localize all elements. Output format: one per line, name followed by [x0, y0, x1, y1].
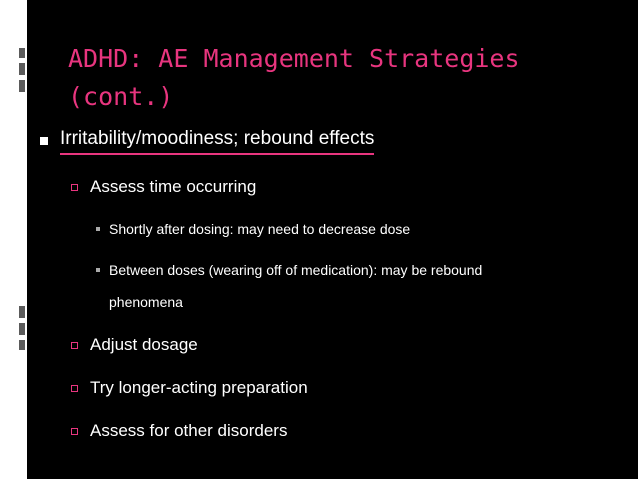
bullet-text: Between doses (wearing off of medication): may be rebound — [109, 262, 483, 278]
bullet-between-doses-continued — [109, 292, 183, 312]
slide-title: ADHD: AE Management Strategies (cont.) — [68, 44, 520, 111]
sidebar-stripe — [19, 80, 25, 92]
small-square-bullet-icon — [96, 227, 100, 231]
sidebar-stripe — [19, 306, 25, 318]
square-bullet-icon — [40, 137, 48, 145]
bullet-text: Assess time occurring — [90, 177, 257, 196]
sidebar-stripe — [19, 340, 25, 350]
decorative-sidebar — [0, 0, 27, 479]
bullet-text: Try longer-acting preparation — [90, 378, 308, 397]
bullet-irritability — [40, 127, 374, 155]
bullet-text: phenomena — [109, 294, 183, 310]
bullet-other-disorders — [71, 419, 287, 443]
sidebar-stripe — [19, 48, 25, 58]
hollow-square-bullet-icon — [71, 342, 78, 349]
hollow-square-bullet-icon — [71, 385, 78, 392]
bullet-shortly-after — [96, 219, 410, 239]
bullet-between-doses — [96, 260, 482, 280]
bullet-longer-acting — [71, 376, 308, 400]
hollow-square-bullet-icon — [71, 428, 78, 435]
small-square-bullet-icon — [96, 268, 100, 272]
bullet-text: Irritability/moodiness; rebound effects — [60, 127, 374, 155]
sidebar-stripe — [19, 63, 25, 75]
bullet-text: Shortly after dosing: may need to decrease dose — [109, 221, 411, 237]
bullet-text: Assess for other disorders — [90, 421, 288, 440]
bullet-adjust-dosage — [71, 333, 198, 357]
sidebar-stripe — [19, 323, 25, 335]
hollow-square-bullet-icon — [71, 184, 78, 191]
bullet-assess-time — [71, 175, 256, 199]
bullet-text: Adjust dosage — [90, 335, 198, 354]
